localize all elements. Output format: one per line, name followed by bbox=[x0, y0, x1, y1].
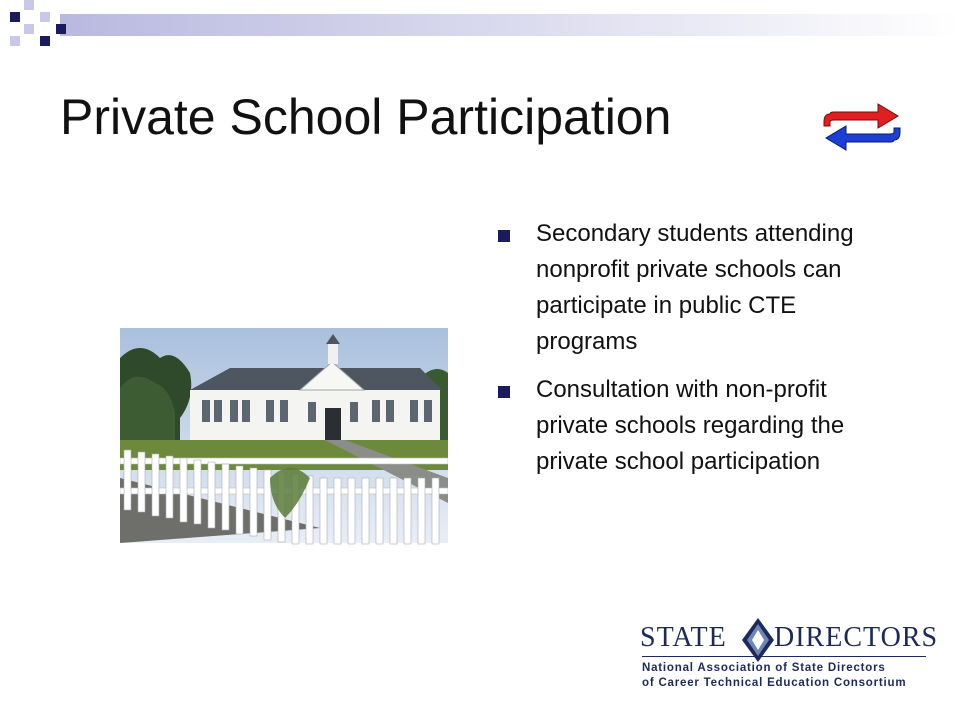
swap-arrows-icon bbox=[820, 96, 904, 158]
header-decoration bbox=[0, 0, 960, 60]
school-building-photo bbox=[120, 268, 448, 600]
logo-divider bbox=[642, 656, 926, 657]
state-directors-logo bbox=[636, 616, 939, 696]
logo-word-state: STATE bbox=[640, 622, 727, 653]
logo-word-directors: DIRECTORS bbox=[774, 622, 939, 653]
bullet-text: Secondary students attending nonprofit private schools can participate in public CTE programs bbox=[536, 220, 854, 355]
bullet-item bbox=[498, 372, 878, 480]
logo-subtitle-line1: National Association of State Directors bbox=[642, 662, 886, 674]
bullet-list bbox=[498, 216, 878, 492]
slide-title: Private School Participation bbox=[60, 89, 672, 145]
bullet-text: Consultation with non-profit private schools regarding the private school participation bbox=[536, 376, 845, 475]
square-bullet-icon bbox=[498, 230, 510, 242]
square-bullet-icon bbox=[498, 386, 510, 398]
logo-subtitle-line2: of Career Technical Education Consortium bbox=[642, 677, 907, 689]
bullet-item bbox=[498, 216, 878, 360]
